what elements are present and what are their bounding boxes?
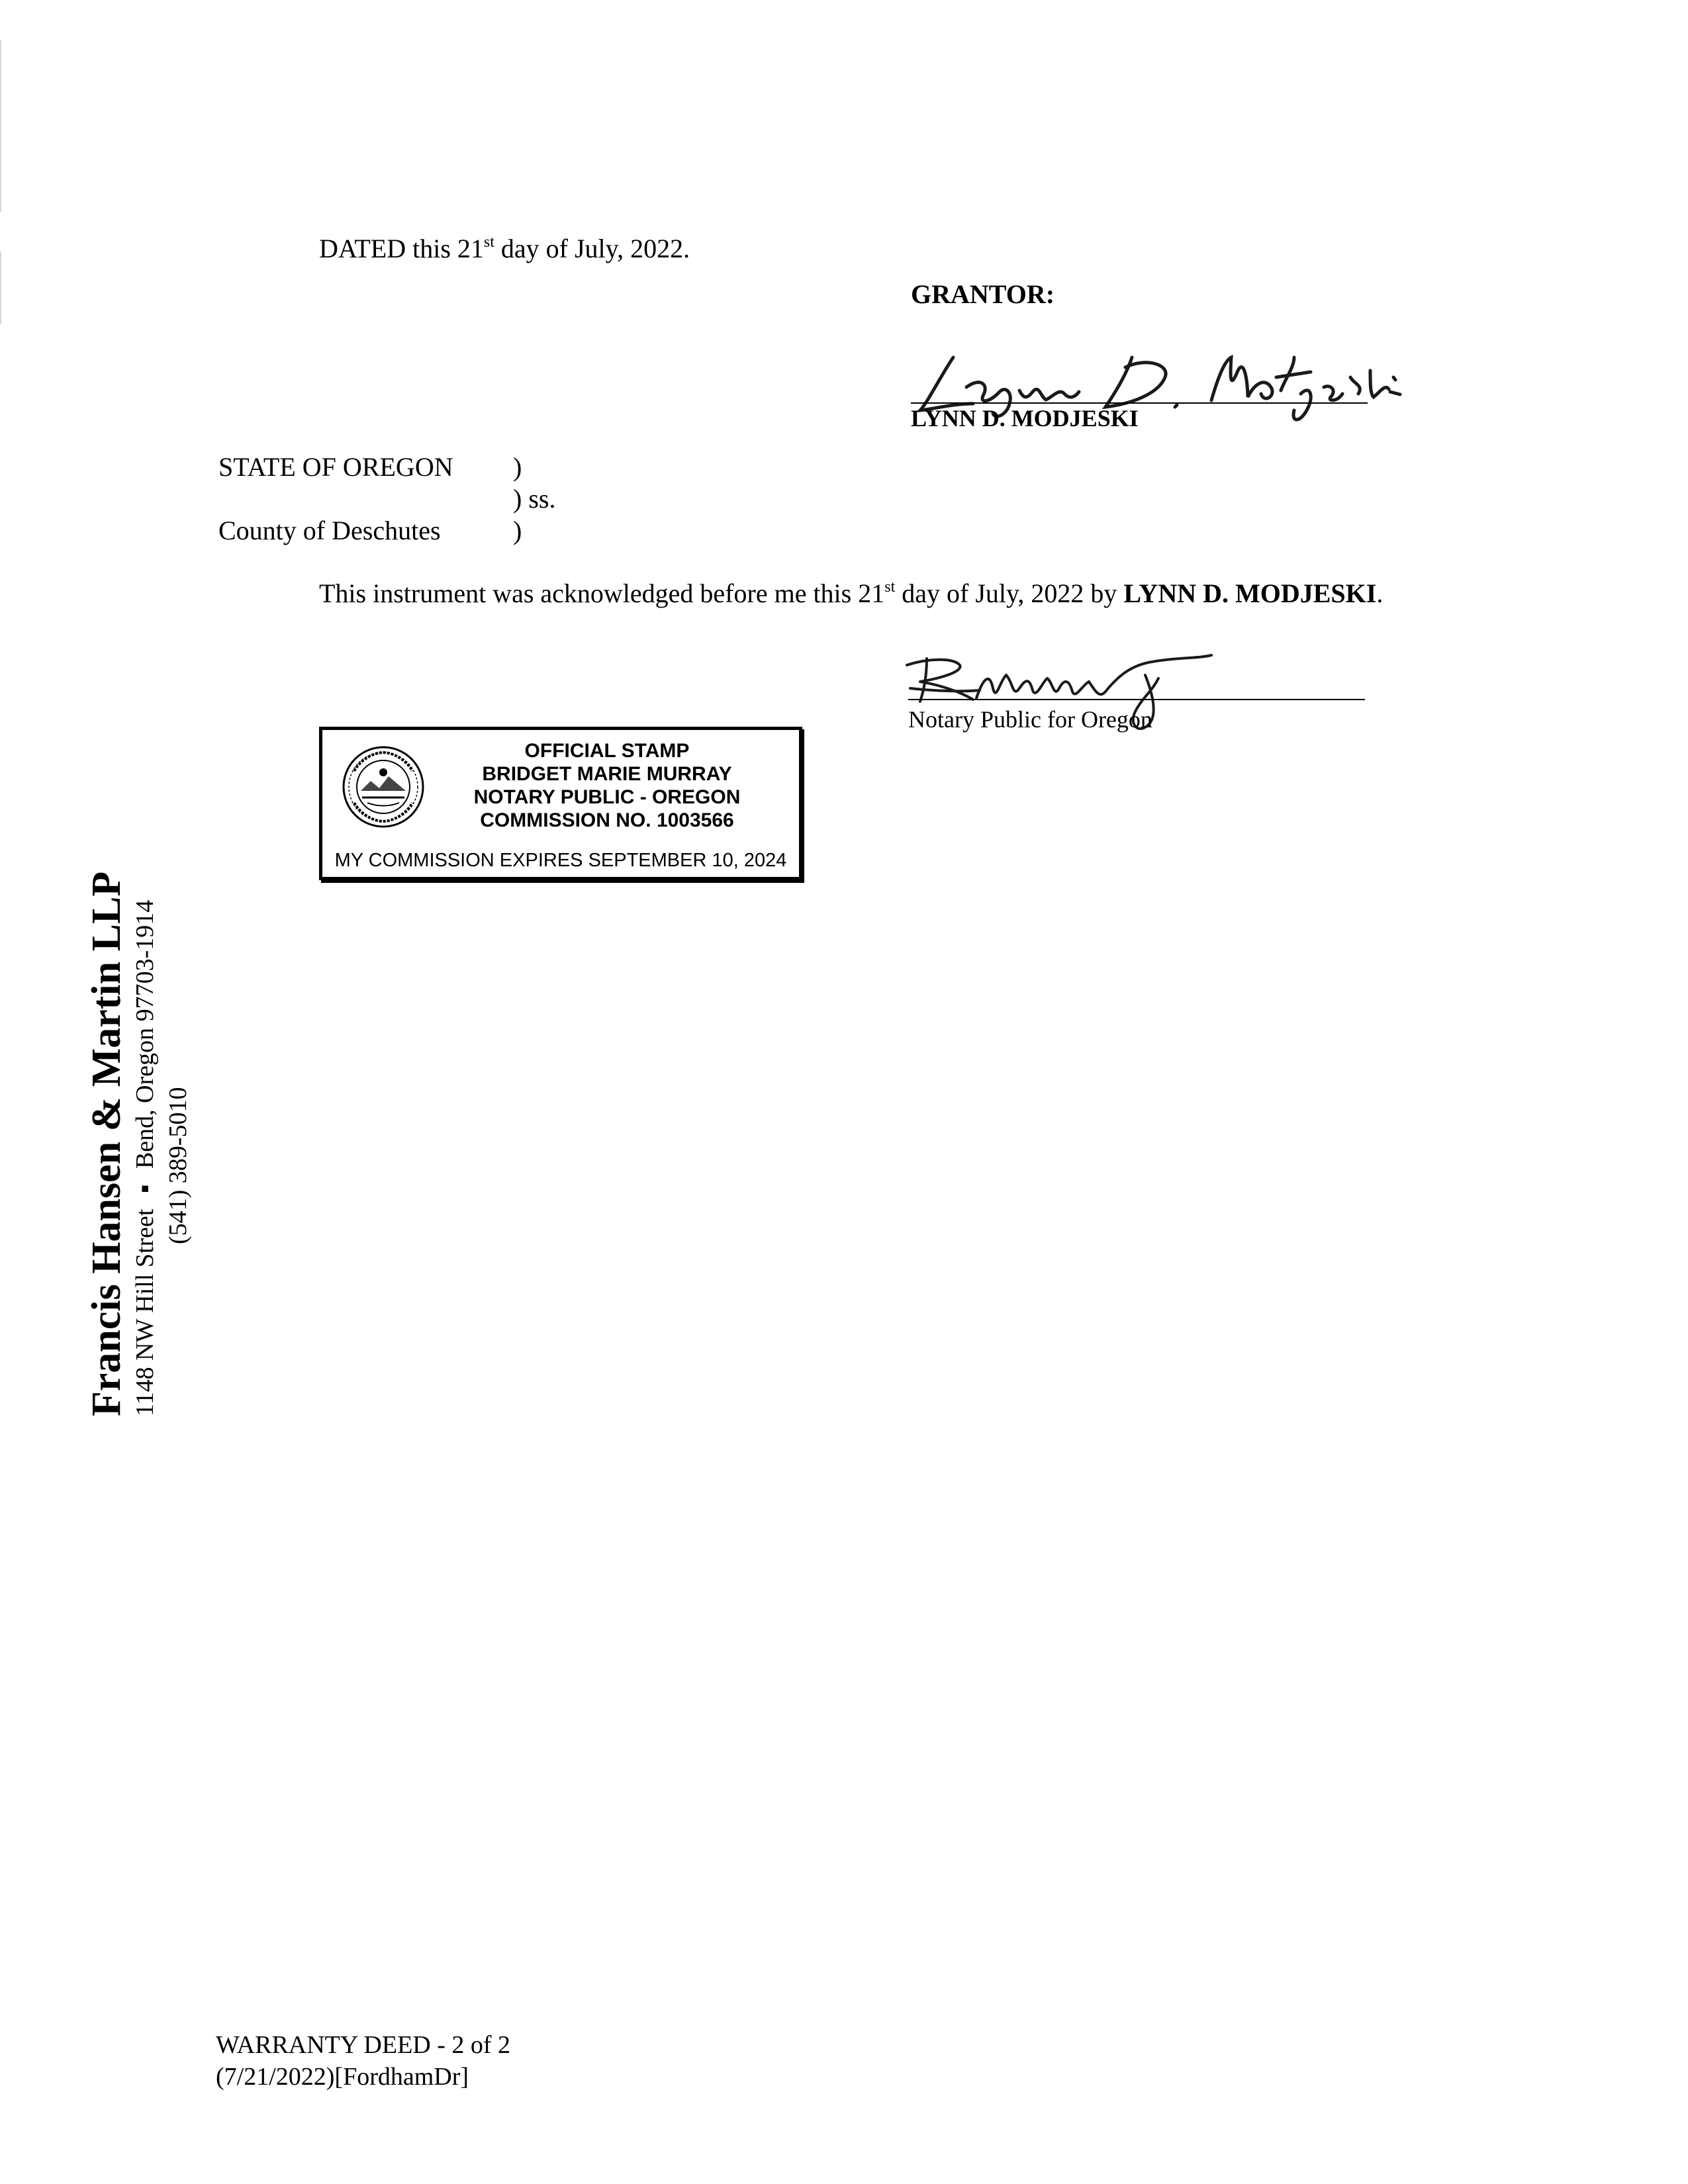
venue-state: STATE OF OREGON: [218, 452, 453, 482]
stamp-line-4: COMMISSION NO. 1003566: [480, 809, 734, 831]
footer-doc-ref: (7/21/2022)[FordhamDr]: [216, 2063, 469, 2091]
stamp-expiration: MY COMMISSION EXPIRES SEPTEMBER 10, 2024: [334, 850, 787, 871]
stamp-line-2: BRIDGET MARIE MURRAY: [482, 763, 732, 785]
ack-middle: day of July, 2022 by: [895, 578, 1124, 608]
dated-ordinal: st: [483, 234, 494, 251]
grantor-name: LYNN D. MODJESKI: [911, 405, 1139, 432]
dated-suffix: day of July, 2022.: [494, 234, 690, 263]
ack-prefix: This instrument was acknowledged before me this 21: [319, 578, 885, 608]
firm-block: [86, 872, 191, 1416]
dated-line: [319, 236, 690, 262]
firm-address-line: [132, 872, 158, 1416]
state-seal-icon: [341, 745, 426, 829]
notary-caption: Notary Public for Oregon: [908, 706, 1152, 733]
stamp-line-1: OFFICIAL STAMP: [524, 740, 690, 762]
notary-signature: [900, 652, 1284, 751]
firm-name: Francis Hansen & Martin LLP: [84, 871, 129, 1416]
venue-ss: ) ss.: [513, 484, 556, 514]
firm-bullet: ▪: [131, 1184, 159, 1194]
ack-end: .: [1376, 578, 1383, 608]
grantor-signature-line: [911, 402, 1368, 404]
scan-edge-mark: [0, 40, 1, 212]
stamp-text-block: [422, 739, 792, 832]
notary-stamp: [319, 727, 802, 880]
dated-prefix: DATED this 21: [319, 234, 484, 263]
scan-edge-mark: [0, 251, 1, 324]
footer-doc-title: WARRANTY DEED - 2 of 2: [216, 2031, 511, 2059]
firm-city: Bend, Oregon 97703-1914: [131, 899, 159, 1169]
grantor-heading: GRANTOR:: [911, 279, 1055, 309]
firm-phone: (541) 389-5010: [164, 1087, 192, 1244]
venue-paren-3: ): [513, 516, 522, 545]
ack-ordinal: st: [884, 578, 896, 596]
stamp-line-3: NOTARY PUBLIC - OREGON: [473, 786, 741, 808]
venue-paren-1: ): [513, 452, 522, 482]
acknowledgment-text: [319, 580, 1383, 607]
ack-name: LYNN D. MODJESKI: [1123, 578, 1377, 608]
notary-signature-line: [908, 699, 1365, 700]
venue-county: County of Deschutes: [218, 516, 441, 545]
firm-street: 1148 NW Hill Street: [131, 1208, 159, 1416]
